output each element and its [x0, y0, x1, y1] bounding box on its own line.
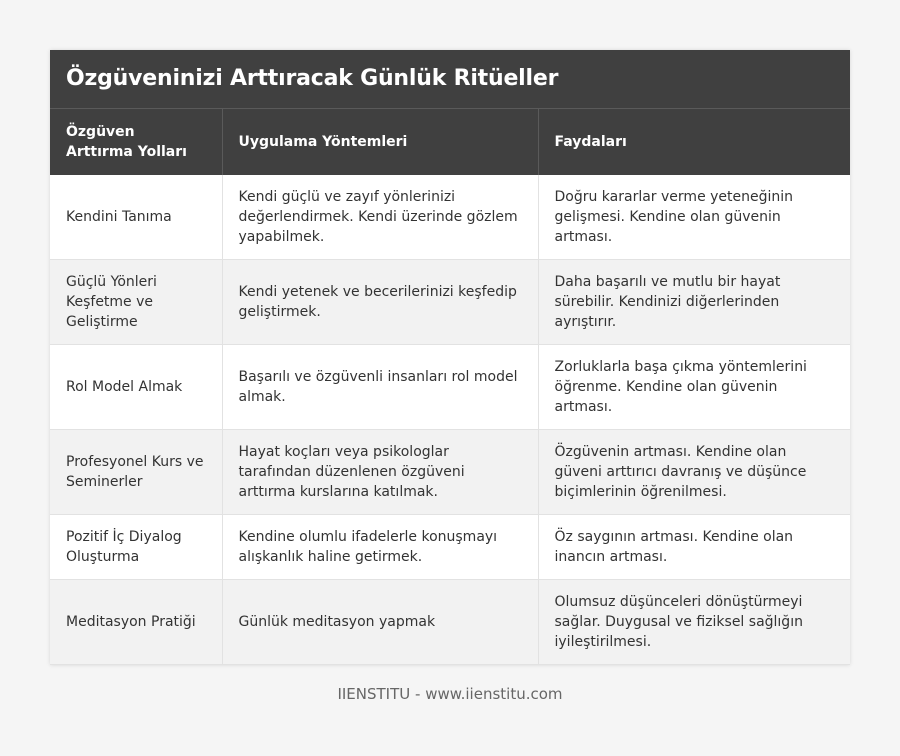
table-title: Özgüveninizi Arttıracak Günlük Ritüeller [50, 50, 850, 108]
table-row [50, 515, 850, 580]
cell-benefit: Özgüvenin artması. Kendine olan güveni arttırıcı davranış ve düşünce biçimlerinin öğrenilmesi. [538, 430, 850, 515]
rituals-table [50, 108, 850, 665]
cell-benefit: Doğru kararlar verme yeteneğinin gelişmesi. Kendine olan güvenin artması. [538, 175, 850, 260]
table-row [50, 580, 850, 665]
table-row [50, 175, 850, 260]
cell-method: Hayat koçları veya psikologlar tarafından düzenlenen özgüveni arttırma kurslarına katılmak. [222, 430, 538, 515]
table-row [50, 260, 850, 345]
cell-method: Kendi yetenek ve becerilerinizi keşfedip geliştirmek. [222, 260, 538, 345]
header-cell-methods: Uygulama Yöntemleri [222, 109, 538, 175]
table-row [50, 345, 850, 430]
cell-way: Kendini Tanıma [50, 175, 222, 260]
cell-benefit: Daha başarılı ve mutlu bir hayat sürebilir. Kendinizi diğerlerinden ayrıştırır. [538, 260, 850, 345]
table-card [50, 50, 850, 665]
footer-credit: IIENSTITU - www.iienstitu.com [337, 685, 563, 703]
cell-way: Meditasyon Pratiği [50, 580, 222, 665]
cell-method: Kendine olumlu ifadelerle konuşmayı alışkanlık haline getirmek. [222, 515, 538, 580]
cell-method: Başarılı ve özgüvenli insanları rol model almak. [222, 345, 538, 430]
cell-way: Rol Model Almak [50, 345, 222, 430]
cell-method: Günlük meditasyon yapmak [222, 580, 538, 665]
header-cell-benefits: Faydaları [538, 109, 850, 175]
cell-benefit: Zorluklarla başa çıkma yöntemlerini öğrenme. Kendine olan güvenin artması. [538, 345, 850, 430]
cell-way: Güçlü Yönleri Keşfetme ve Geliştirme [50, 260, 222, 345]
header-cell-ways: Özgüven Arttırma Yolları [50, 109, 222, 175]
header-row [50, 109, 850, 175]
cell-method: Kendi güçlü ve zayıf yönlerinizi değerlendirmek. Kendi üzerinde gözlem yapabilmek. [222, 175, 538, 260]
table-row [50, 430, 850, 515]
cell-way: Profesyonel Kurs ve Seminerler [50, 430, 222, 515]
cell-benefit: Olumsuz düşünceleri dönüştürmeyi sağlar. Duygusal ve fiziksel sağlığın iyileştirilmesi. [538, 580, 850, 665]
cell-benefit: Öz saygının artması. Kendine olan inancın artması. [538, 515, 850, 580]
cell-way: Pozitif İç Diyalog Oluşturma [50, 515, 222, 580]
